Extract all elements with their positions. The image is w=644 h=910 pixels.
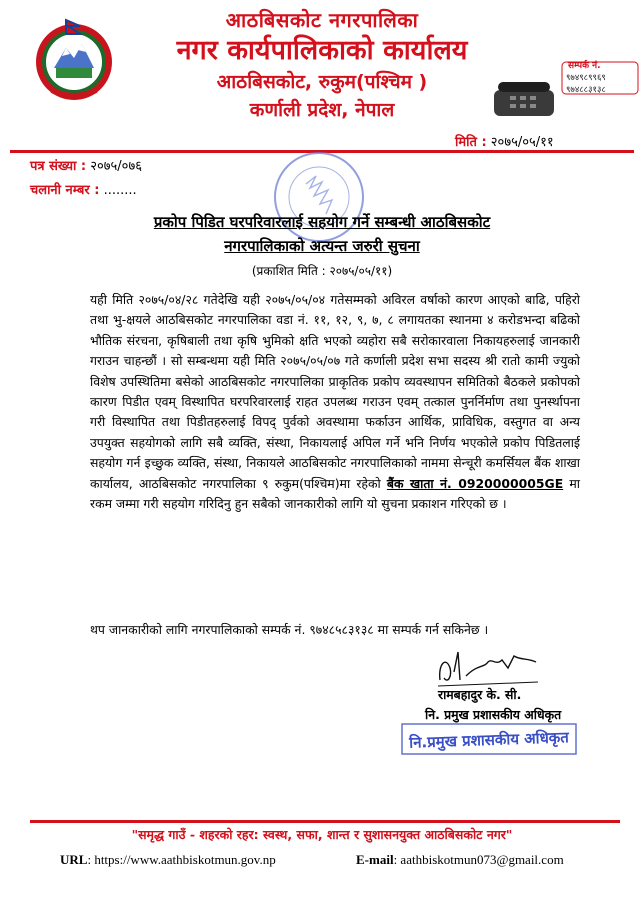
email-label: E-mail [356, 852, 394, 867]
phone-number-1: ९७४९८९९६९ [566, 73, 606, 83]
phone-number-2: ९७४८८३१३८ [566, 85, 606, 95]
url-label: URL [60, 852, 88, 867]
footer-url [60, 852, 276, 868]
designation-seal-icon [400, 722, 578, 756]
notice-paragraph-main: यही मिति २०७५/०४/२८ गतेदेखि यही २०७५/०५/०४ गतेसम्मको अविरल वर्षाको कारण आएको बाढि, पहिरो तथा भु-क्षयले आठबिसकोट नगरपालिका वडा नं. ११, १२, ९, ७, ८ लगायतका स्थानमा ४ करोडभन्दा बढिको भौतिक संरचना, कृषिबाली तथा कृषि भुमिको क्षति भएको व्यहोरा सबै सरोकारवाला निकायहरुलाई जानकारी गराउन चाहन्छौं । सो सम्बन्धमा यही मिति २०७५/०५/०७ गते कर्णाली प्रदेश सभा सदस्य श्री रातो कामी ज्युको विशेष उपस्थितिमा बसेको आठबिसकोट नगरपालिका प्राकृतिक प्रकोप व्यवस्थापन समितिको बैठकले प्रकोपको कारण पिडीत एवम् विस्थापित घरपरिवारलाई राहत उपलब्ध गराउन एवम् तत्काल पुनर्निर्माण तथा पुनर्स्थापना गरी विस्थापित तथा पिडीतहरुलाई विपद् पुर्वको अवस्थामा फर्काउन आर्थिक, प्राविधिक, वस्तुगत वा अन्य उपयुक्त सहयोगको लागि सबै व्यक्ति, संस्था, निकायलाई अपिल गर्ने भनि निर्णय भएकोले प्रकोप पिडितलाई सहयोग गर्न इच्छुक व्यक्ति, संस्था, निकायले आठबिसकोट नगरपालिकाको नाममा सेन्चूरी कमर्सियल बैंक शाखा कार्यालय, आठबिसकोट नगरपालिका ९ रुकुम(पश्चिम)मा रहेको [90, 292, 580, 491]
published-date: (प्रकाशित मिति : २०७५/०५/११) [251, 264, 393, 278]
date-row [455, 132, 554, 150]
telephone-icon [490, 56, 640, 126]
province-line: कर्णाली प्रदेश, नेपाल [249, 99, 395, 121]
date-value: २०७५/०५/११ [490, 135, 554, 150]
letter-number-value: २०७५/०७६ [90, 159, 142, 174]
letter-number-label: पत्र संख्या : [30, 159, 87, 174]
bank-account: बैंक खाता नं. 0920000005GE [386, 475, 564, 491]
email-value: : aathbiskotmun073@gmail.com [393, 852, 564, 867]
footer-slogan: "समृद्ध गाउँ - शहरको रहर: स्वस्थ, सफा, शान्त र सुशासनयुक्त आठबिसकोट नगर" [131, 827, 513, 842]
notice-title-line-2: नगरपालिकाको अत्यन्त जरुरी सुचना [224, 237, 420, 255]
dispatch-number-label: चलानी नम्बर : [30, 183, 100, 198]
letter-number-row [30, 156, 142, 174]
notice-title-line-1: प्रकोप पिडित घरपरिवारलाई सहयोग गर्ने सम्बन्धी आठबिसकोट [153, 213, 491, 231]
contact-label: सम्पर्क नं. [568, 61, 601, 71]
footer-email [356, 852, 564, 868]
municipality-name: आठबिसकोट नगरपालिका [225, 8, 419, 32]
footer-divider [30, 820, 620, 823]
office-name: नगर कार्यपालिकाको कार्यालय [176, 35, 468, 66]
address-line: आठबिसकोट, रुकुम(पश्चिम ) [216, 71, 428, 93]
seal-text: नि.प्रमुख प्रशासकीय अधिकृत [408, 728, 570, 752]
notice-body [90, 290, 580, 514]
dispatch-number-row [30, 180, 137, 198]
date-label: मिति : [455, 135, 487, 150]
signature-icon [418, 646, 548, 690]
contact-paragraph: थप जानकारीको लागि नगरपालिकाको सम्पर्क नं. ९७४८५८३१३८ मा सम्पर्क गर्न सकिनेछ । [90, 622, 489, 637]
notice-paragraph-end: मा रकम जम्मा गरी सहयोग गरिदिनु हुन सबैको जानकारीको लागि यो सुचना प्रकाशन गरिएको छ । [90, 475, 580, 512]
url-value: : https://www.aathbiskotmun.gov.np [87, 852, 276, 867]
dispatch-number-value: ........ [103, 183, 137, 198]
signatory-name: रामबहादुर के. सी. [438, 687, 522, 702]
signatory-designation: नि. प्रमुख प्रशासकीय अधिकृत [425, 707, 562, 722]
